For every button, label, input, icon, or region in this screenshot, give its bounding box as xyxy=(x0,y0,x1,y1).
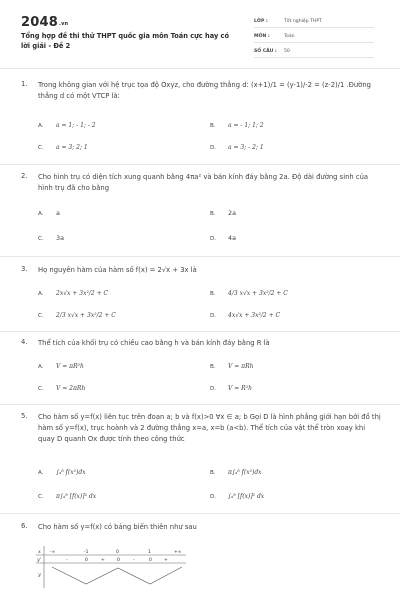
question-number: 2. xyxy=(21,172,28,180)
meta-key: SỐ CÂU : xyxy=(254,48,277,54)
derivative-sign: - xyxy=(66,558,68,563)
question-number: 5. xyxy=(21,412,28,420)
question-text: Họ nguyên hàm của hàm số f(x) = 2√x + 3x là xyxy=(38,266,197,274)
option-key: D. xyxy=(210,494,217,500)
option-key: C. xyxy=(38,494,44,500)
option-d[interactable] xyxy=(210,384,252,392)
option-d[interactable] xyxy=(210,234,236,242)
derivative-sign: 0 xyxy=(117,558,120,563)
option-text: π∫ₐᵇ f(x²)dx xyxy=(228,469,262,476)
option-text: 4a xyxy=(228,234,236,242)
x-value: +∞ xyxy=(174,550,182,555)
option-key: D. xyxy=(210,236,217,242)
option-text: 4/3 x√x + 3x²/2 + C xyxy=(228,290,288,297)
question-text: Thể tích của khối trụ có chiều cao bằng h và bán kính đáy bằng R là xyxy=(38,339,270,347)
variation-table-graphic xyxy=(36,546,186,588)
option-text: a = 3; 2; 1 xyxy=(56,144,88,151)
option-key: D. xyxy=(210,313,217,319)
derivative-sign: 0 xyxy=(149,558,152,563)
divider xyxy=(0,513,400,514)
x-value: -1 xyxy=(84,550,89,555)
option-text: ∫ₐᵇ f(x²)dx xyxy=(56,469,86,476)
option-text: 2/3 x√x + 3x²/2 + C xyxy=(56,312,116,319)
divider xyxy=(0,164,400,165)
option-a[interactable] xyxy=(38,121,96,129)
page-header xyxy=(0,0,400,62)
option-text: V = πRh xyxy=(228,363,254,370)
option-key: B. xyxy=(210,211,216,217)
option-text: V = 2πRh xyxy=(56,385,86,392)
divider xyxy=(0,404,400,405)
document-title: Tổng hợp đề thi thử THPT quốc gia môn Toán cực hay có lời giải - Đề 2 xyxy=(21,32,229,50)
option-key: B. xyxy=(210,291,216,297)
option-text: 4x√x + 3x²/2 + C xyxy=(228,312,281,319)
option-text: a xyxy=(56,209,60,217)
option-key: D. xyxy=(210,386,217,392)
derivative-sign: + xyxy=(101,558,105,563)
option-key: C. xyxy=(38,313,44,319)
logo-main: 2048 xyxy=(21,15,58,30)
option-b[interactable] xyxy=(210,289,288,297)
meta-key: LỚP : xyxy=(254,18,268,24)
question-3 xyxy=(21,265,381,276)
question-2 xyxy=(21,172,381,194)
variation-arrows xyxy=(52,567,182,584)
option-text: π∫ₐᵇ [f(x)]² dx xyxy=(56,493,97,500)
logo-sub: .vn xyxy=(58,21,69,27)
option-key: B. xyxy=(210,123,216,129)
question-text: Cho hình trụ có diện tích xung quanh bằng 4πa² và bán kính đáy bằng 2a. Độ dài đường sinh của hình trụ đã cho bằng xyxy=(38,173,369,192)
question-number: 1. xyxy=(21,80,28,88)
divider xyxy=(0,256,400,257)
option-text: a = - 1; 1; 2 xyxy=(228,122,264,129)
option-b[interactable] xyxy=(210,121,264,129)
derivative-sign: - xyxy=(133,558,135,563)
option-b[interactable] xyxy=(210,209,236,217)
option-text: ∫ₐᵇ [f(x)]² dx xyxy=(228,493,265,500)
meta-key: MÔN : xyxy=(254,33,270,39)
derivative-sign: 0 xyxy=(85,558,88,563)
meta-value: Tốt nghiệp THPT xyxy=(284,18,322,24)
option-key: D. xyxy=(210,145,217,151)
option-text: a = 3; - 2; 1 xyxy=(228,144,264,151)
question-4 xyxy=(21,338,381,349)
question-text: Cho hàm số y=f(x) có bảng biến thiên như sau xyxy=(38,523,197,531)
option-text: a = 1; - 1; - 2 xyxy=(56,122,96,129)
x-value: -∞ xyxy=(50,550,56,555)
option-c[interactable] xyxy=(38,143,88,151)
option-a[interactable] xyxy=(38,289,108,297)
question-5 xyxy=(21,412,381,445)
question-number: 6. xyxy=(21,522,28,530)
option-text: 3a xyxy=(56,234,64,242)
option-key: C. xyxy=(38,236,44,242)
meta-row-subject xyxy=(254,30,374,43)
option-a[interactable] xyxy=(38,362,84,370)
x-value: 0 xyxy=(116,550,119,555)
divider xyxy=(0,68,400,69)
question-1 xyxy=(21,80,381,102)
option-d[interactable] xyxy=(210,311,280,319)
question-text: Trong không gian với hệ trục tọa độ Oxyz, cho đường thẳng d: (x+1)/1 = (y-1)/-2 = (z-2)/1 .Đường thẳng d có một VTCP là: xyxy=(38,81,371,100)
option-text: V = πR²h xyxy=(56,363,84,370)
row-label-y: y xyxy=(38,572,41,578)
option-key: A. xyxy=(38,211,44,217)
option-b[interactable] xyxy=(210,362,254,370)
row-label-dy: y' xyxy=(37,557,42,563)
x-value: 1 xyxy=(148,550,151,555)
option-key: A. xyxy=(38,291,44,297)
option-text: 2x√x + 3x²/2 + C xyxy=(56,290,109,297)
option-c[interactable] xyxy=(38,384,85,392)
document-meta xyxy=(254,15,374,60)
option-d[interactable] xyxy=(210,492,264,500)
option-key: B. xyxy=(210,470,216,476)
option-key: C. xyxy=(38,145,44,151)
option-a[interactable] xyxy=(38,468,86,476)
divider xyxy=(0,331,400,332)
option-b[interactable] xyxy=(210,468,262,476)
question-number: 4. xyxy=(21,338,28,346)
option-c[interactable] xyxy=(38,492,96,500)
site-logo[interactable] xyxy=(21,15,68,30)
option-key: A. xyxy=(38,364,44,370)
variation-table xyxy=(36,546,186,588)
option-a[interactable] xyxy=(38,209,60,217)
option-text: V = R²h xyxy=(228,385,252,392)
question-number: 3. xyxy=(21,265,28,273)
option-key: A. xyxy=(38,470,44,476)
option-c[interactable] xyxy=(38,234,64,242)
option-c[interactable] xyxy=(38,311,116,319)
row-label-x: x xyxy=(38,549,41,555)
option-d[interactable] xyxy=(210,143,264,151)
option-key: B. xyxy=(210,364,216,370)
option-key: A. xyxy=(38,123,44,129)
option-key: C. xyxy=(38,386,44,392)
derivative-sign: + xyxy=(164,558,168,563)
option-text: 2a xyxy=(228,209,236,217)
question-6 xyxy=(21,522,381,533)
meta-row-class xyxy=(254,15,374,28)
question-text: Cho hàm số y=f(x) liên tục trên đoạn a; b và f(x)>0 ∀x ∈ a; b Gọi D là hình phẳng giới hạn bởi đồ thị hàm số y=f(x), trục hoành và 2 đường thẳng x=a, x=b (a<b). Thể tích của vật thể tròn xoay khi quay D quanh Ox được tính theo công thức xyxy=(38,413,381,443)
meta-value: 50 xyxy=(284,48,290,54)
meta-value: Toán xyxy=(284,33,295,39)
meta-row-count xyxy=(254,45,374,58)
